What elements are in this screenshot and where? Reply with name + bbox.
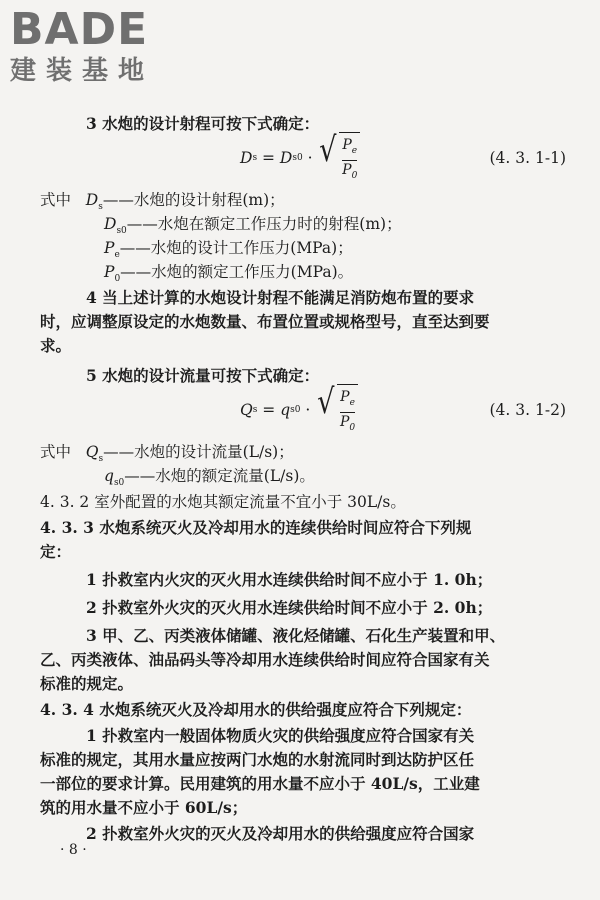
clause-4-3-3-line-1: 定： [40,542,72,561]
where1-sub-3: 0 [114,274,121,285]
formula1-rhs-sub: s0 [292,153,303,163]
clause-4-3-4-line-5: 2 扑救室外火灾的灭火及冷却用水的供给强度应符合国家 [86,824,475,843]
where1-row-0 [40,188,285,212]
formula2-lhs-sub: s [252,405,258,415]
where1-sub-2: e [114,250,120,261]
formula-4-3-1-1: D s = D s0 · √ $\frac{P_e}{P_0}$ (4. 3. 1-1) [60,134,566,182]
where1-sub-1: s0 [116,226,127,237]
clause-4-3-3-line-6: 标准的规定。 [40,674,134,693]
sqrt-symbol: √ $\frac{P_e}{P_0}$ [315,384,358,436]
formula1-rhs: D [279,149,293,167]
item4-line-0: 4 当上述计算的水炮设计射程不能满足消防炮布置的要求 [86,288,475,307]
logo [10,4,180,86]
formula1-den: P [342,162,352,178]
sqrt-symbol: √ $\frac{P_e}{P_0}$ [317,132,360,184]
formula1-den-sub: 0 [351,170,358,181]
item3-intro: 3 水炮的设计射程可按下式确定： [86,114,320,133]
where2-desc-0: ——水炮的设计流量(L/s)； [103,443,294,461]
formula1-label: (4. 3. 1-1) [489,149,566,167]
where1-sub-0: s [98,202,103,213]
where2-row-1 [104,464,315,488]
where1-sym-0: D [85,191,99,209]
where2-desc-1: ——水炮的额定流量(L/s)。 [124,467,315,485]
item5-intro: 5 水炮的设计流量可按下式确定： [86,366,320,385]
formula2-den-sub: 0 [349,422,356,433]
clause-4-3-3-line-0: 4. 3. 3 水炮系统灭火及冷却用水的连续供给时间应符合下列规 [40,518,472,537]
item4-line-1: 时，应调整原设定的水炮数量、布置位置或规格型号，直至达到要 [40,312,490,331]
clause-4-3-4-line-1: 1 扑救室内一般固体物质火灾的供给强度应符合国家有关 [86,726,475,745]
formula2-fraction [340,389,355,436]
where1-desc-1: ——水炮在额定工作压力时的射程(m)； [126,215,402,233]
where2-sym-1: q [104,467,114,485]
formula2-num-sub: e [349,398,355,408]
where1-sym-3: P [104,263,115,281]
formula2-label: (4. 3. 1-2) [489,401,566,419]
clause-4-3-3-line-2: 1 扑救室内火灾的灭火用水连续供给时间不应小于 1. 0h； [86,570,493,589]
item4-line-2: 求。 [40,336,72,355]
formula2-num: P [340,389,350,406]
where2-lead: 式中 [40,443,72,461]
clause-4-3-4-line-4: 筑的用水量不应小于 60L/s； [40,798,248,817]
where1-sym-1: D [104,215,117,233]
logo-brand: BADE [10,4,149,55]
clause-4-3-3-line-5: 乙、丙类液体、油品码头等冷却用水连续供给时间应符合国家有关 [40,650,490,669]
where1-desc-3: ——水炮的额定工作压力(MPa)。 [120,263,354,281]
clause-4-3-4-line-3: 一部位的要求计算。民用建筑的用水量不应小于 40L/s，工业建 [40,774,480,793]
page-number: · 8 · [60,842,87,858]
clause-4-3-3-line-4: 3 甲、乙、丙类液体储罐、液化烃储罐、石化生产装置和甲、 [86,626,506,645]
where1-lead: 式中 [40,191,72,209]
clause-4-3-3-line-3: 2 扑救室外火灾的灭火用水连续供给时间不应小于 2. 0h； [86,598,493,617]
where1-desc-2: ——水炮的设计工作压力(MPa)； [119,239,353,257]
clause-4-3-4-line-0: 4. 3. 4 水炮系统灭火及冷却用水的供给强度应符合下列规定： [40,700,472,719]
formula2-rhs: q [280,401,291,419]
where2-sym-0: Q [85,443,99,461]
formula1-num-sub: e [351,146,358,156]
formula2-lhs: Q [240,401,253,419]
where1-row-3 [104,260,353,284]
where2-sub-0: s [98,454,104,465]
where2-row-0 [40,440,294,464]
formula1-fraction [342,137,357,184]
where1-desc-0: ——水炮的设计射程(m)； [102,191,285,209]
formula1-num: P [342,137,352,154]
formula-4-3-1-2: Q s = q s0 · √ $\frac{P_e}{P_0}$ (4. 3. 1-2) [60,386,566,434]
formula1-lhs-sub: s [252,153,258,163]
formula2-rhs-sub: s0 [290,405,301,415]
where1-sym-2: P [104,239,115,257]
clause-4-3-2: 4. 3. 2 室外配置的水炮其额定流量不宜小于 30L/s。 [40,493,406,511]
logo-subtitle: 建装基地 [10,56,155,86]
formula1-lhs: D [240,149,253,167]
formula2-den: P [339,414,350,430]
clause-4-3-4-line-2: 标准的规定，其用水量应按两门水炮的水射流同时到达防护区任 [40,750,475,769]
where1-row-1 [104,212,402,236]
where1-row-2 [104,236,353,260]
where2-sub-1: s0 [113,478,125,489]
